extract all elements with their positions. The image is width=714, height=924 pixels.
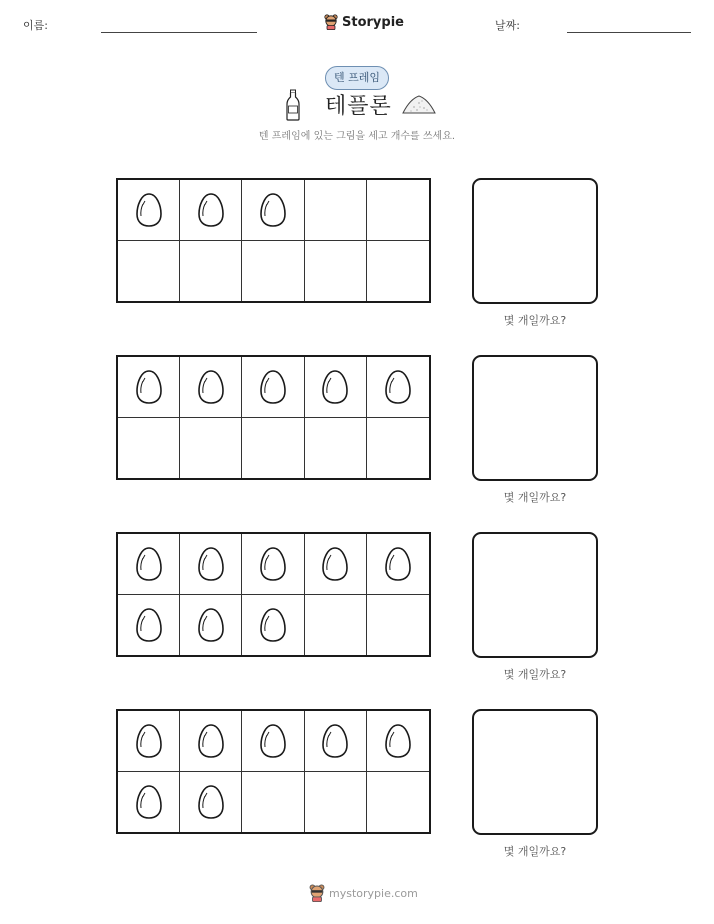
answer-box[interactable]	[472, 355, 598, 481]
egg-icon	[197, 546, 225, 582]
question-label: 몇 개일까요?	[503, 491, 567, 504]
egg-icon	[135, 546, 163, 582]
egg-icon	[384, 723, 412, 759]
ten-frame-cell	[118, 418, 180, 479]
ten-frame-cell	[367, 595, 429, 656]
egg-icon	[259, 723, 287, 759]
ten-frame-cell	[242, 534, 304, 595]
ten-frame-cell	[118, 595, 180, 656]
ten-frame-cell	[242, 357, 304, 418]
egg-icon	[135, 607, 163, 643]
ten-frame-cell	[242, 418, 304, 479]
ten-frame-cell	[305, 534, 367, 595]
egg-icon	[321, 369, 349, 405]
egg-icon	[135, 723, 163, 759]
name-label: 이름:	[23, 19, 48, 32]
ten-frame-cell	[180, 711, 242, 772]
ten-frame-cell	[305, 595, 367, 656]
footer	[309, 884, 418, 902]
answer-box[interactable]	[472, 178, 598, 304]
ten-frame-cell	[367, 772, 429, 833]
ten-frame	[116, 532, 431, 657]
ten-frame	[116, 709, 431, 834]
egg-icon	[321, 723, 349, 759]
ten-frame-cell	[305, 418, 367, 479]
egg-icon	[135, 192, 163, 228]
ten-frame-cell	[118, 180, 180, 241]
ten-frame-cell	[305, 241, 367, 302]
ten-frame-cell	[242, 180, 304, 241]
ten-frame-cell	[367, 180, 429, 241]
name-field[interactable]	[101, 32, 257, 33]
egg-icon	[197, 723, 225, 759]
instruction-text: 텐 프레임에 있는 그림을 세고 개수를 쓰세요.	[258, 131, 456, 142]
answer-box[interactable]	[472, 532, 598, 658]
category-badge: 텐 프레임	[325, 66, 389, 90]
ten-frame-cell	[180, 772, 242, 833]
ten-frame-cell	[367, 711, 429, 772]
egg-icon	[259, 192, 287, 228]
ten-frame-cell	[180, 418, 242, 479]
ten-frame-cell	[180, 180, 242, 241]
ten-frame	[116, 178, 431, 303]
storypie-bear-icon	[309, 884, 325, 902]
ten-frame-cell	[242, 241, 304, 302]
ten-frame-cell	[242, 772, 304, 833]
worksheet-title: 테플론	[325, 94, 392, 119]
egg-icon	[259, 607, 287, 643]
ten-frame-cell	[305, 772, 367, 833]
egg-icon	[259, 369, 287, 405]
egg-icon	[384, 369, 412, 405]
ten-frame-cell	[180, 595, 242, 656]
brand	[324, 12, 404, 32]
ten-frame-cell	[367, 357, 429, 418]
ten-frame-cell	[118, 772, 180, 833]
ten-frame-cell	[242, 711, 304, 772]
egg-icon	[135, 784, 163, 820]
egg-icon	[321, 546, 349, 582]
ten-frame-cell	[180, 357, 242, 418]
ten-frame-cell	[305, 180, 367, 241]
date-field[interactable]	[567, 32, 691, 33]
ten-frame-cell	[180, 534, 242, 595]
ten-frame-cell	[305, 357, 367, 418]
egg-icon	[259, 546, 287, 582]
egg-icon	[135, 369, 163, 405]
ten-frame-cell	[242, 595, 304, 656]
date-label: 날짜:	[495, 19, 520, 32]
brand-name: Storypie	[342, 14, 404, 30]
storypie-bear-icon	[324, 14, 338, 30]
ten-frame-cell	[305, 711, 367, 772]
question-label: 몇 개일까요?	[503, 314, 567, 327]
ten-frame-cell	[118, 711, 180, 772]
bottle-icon	[285, 89, 301, 121]
egg-icon	[197, 784, 225, 820]
ten-frame-cell	[118, 357, 180, 418]
answer-box[interactable]	[472, 709, 598, 835]
egg-icon	[197, 607, 225, 643]
ten-frame-cell	[180, 241, 242, 302]
ten-frame-cell	[118, 241, 180, 302]
ten-frame-cell	[367, 534, 429, 595]
ten-frame-cell	[367, 418, 429, 479]
footer-url[interactable]: mystorypie.com	[329, 886, 418, 900]
question-label: 몇 개일까요?	[503, 668, 567, 681]
egg-icon	[197, 192, 225, 228]
egg-icon	[197, 369, 225, 405]
ten-frame-cell	[118, 534, 180, 595]
powder-pile-icon	[402, 93, 436, 115]
question-label: 몇 개일까요?	[503, 845, 567, 858]
ten-frame	[116, 355, 431, 480]
ten-frame-cell	[367, 241, 429, 302]
egg-icon	[384, 546, 412, 582]
